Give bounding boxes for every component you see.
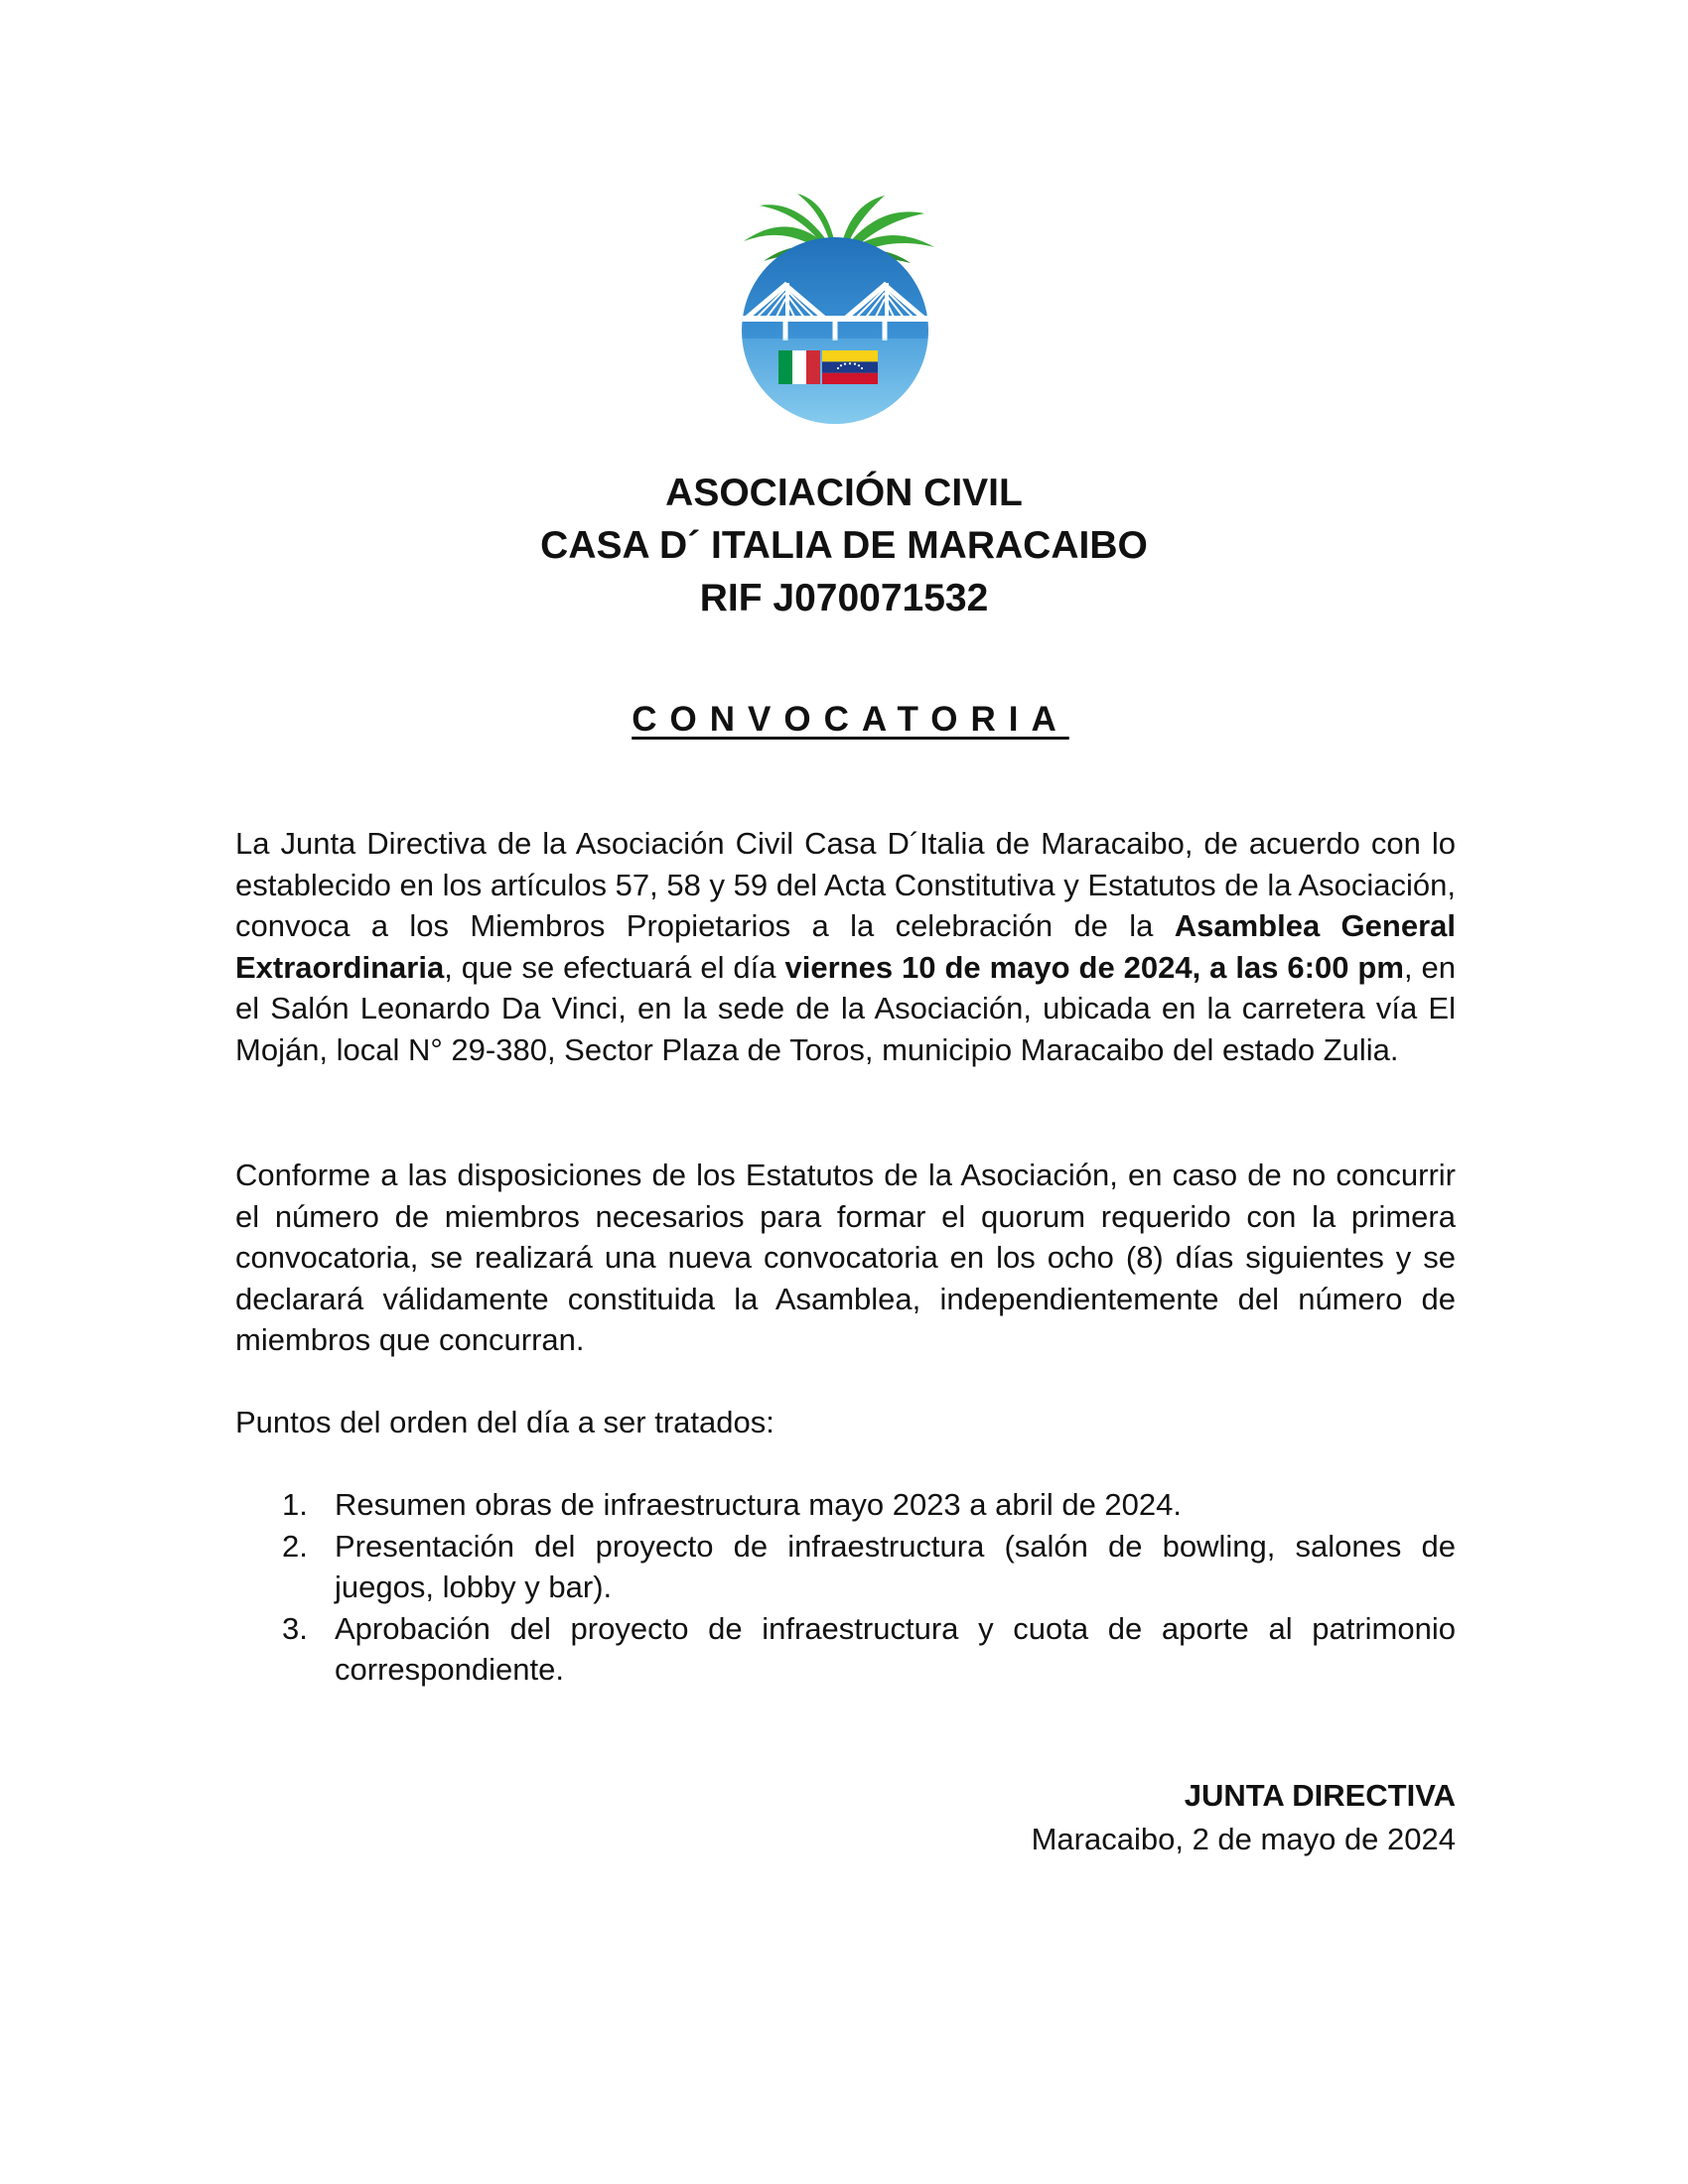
header-org-type: ASOCIACIÓN CIVIL (665, 472, 1023, 514)
convocation-paragraph (235, 823, 1456, 1070)
agenda-item (235, 1484, 1456, 1526)
assembly-type: Asamblea General Extraordinaria (235, 908, 1456, 985)
venezuela-flag-icon (822, 350, 878, 384)
casa-ditalia-logo (736, 192, 944, 430)
agenda-item (235, 1608, 1456, 1691)
p1-text-2: , que se efectuará el día (444, 949, 785, 985)
header-rif: RIF J070071532 (699, 577, 989, 619)
title-text: CONVOCATORIA (632, 700, 1069, 739)
sea-circle (736, 231, 944, 430)
agenda-item (235, 1526, 1456, 1608)
agenda-item-number: 1. (282, 1487, 308, 1522)
document-header (0, 467, 1688, 624)
signature-block (894, 1774, 1456, 1861)
italy-flag-icon (778, 350, 820, 384)
agenda-item-text: Resumen obras de infraestructura mayo 2023 a abril de 2024. (335, 1487, 1182, 1522)
agenda-item-number: 3. (282, 1610, 308, 1646)
assembly-datetime: viernes 10 de mayo de 2024, a las 6:00 pm (784, 949, 1404, 985)
header-org-name: CASA D´ ITALIA DE MARACAIBO (540, 524, 1148, 567)
agenda-item-number: 2. (282, 1528, 308, 1564)
signature-place-date: Maracaibo, 2 de mayo de 2024 (1031, 1822, 1456, 1856)
quorum-paragraph: Conforme a las disposiciones de los Estatutos de la Asociación, en caso de no concurrir el número de miembros necesarios para formar el quorum requerido con la primera convocatoria, se realizará una nueva convocatoria en los ocho (8) días siguientes y se declarará válidamente constituida la Asamblea, independientemente del número de miembros que concurran. (235, 1158, 1456, 1357)
agenda-intro: Puntos del orden del día a ser tratados: (235, 1405, 774, 1439)
p1-text-1: La Junta Directiva de la Asociación Civil Casa D´Italia de Maracaibo, de acuerdo con lo establecido en los artículos 57, 58 y 59 del Acta Constitutiva y Estatutos de la Asociación, convoca a los Miembros Propietarios a la celebración de la (235, 826, 1456, 943)
p1-text-3: , en el Salón Leonardo Da Vinci, en la sede de la Asociación, ubicada en la carretera vía El Moján, local N° 29-380, Sector Plaza de Toros, municipio Maracaibo del estado Zulia. (235, 949, 1456, 1067)
agenda-list (235, 1484, 1456, 1691)
document-title (0, 697, 1688, 743)
signature-org: JUNTA DIRECTIVA (1184, 1778, 1456, 1813)
agenda-item-text: Aprobación del proyecto de infraestructura y cuota de aporte al patrimonio correspondiente. (335, 1610, 1456, 1687)
agenda-item-text: Presentación del proyecto de infraestructura (salón de bowling, salones de juegos, lobby y bar). (335, 1528, 1456, 1604)
